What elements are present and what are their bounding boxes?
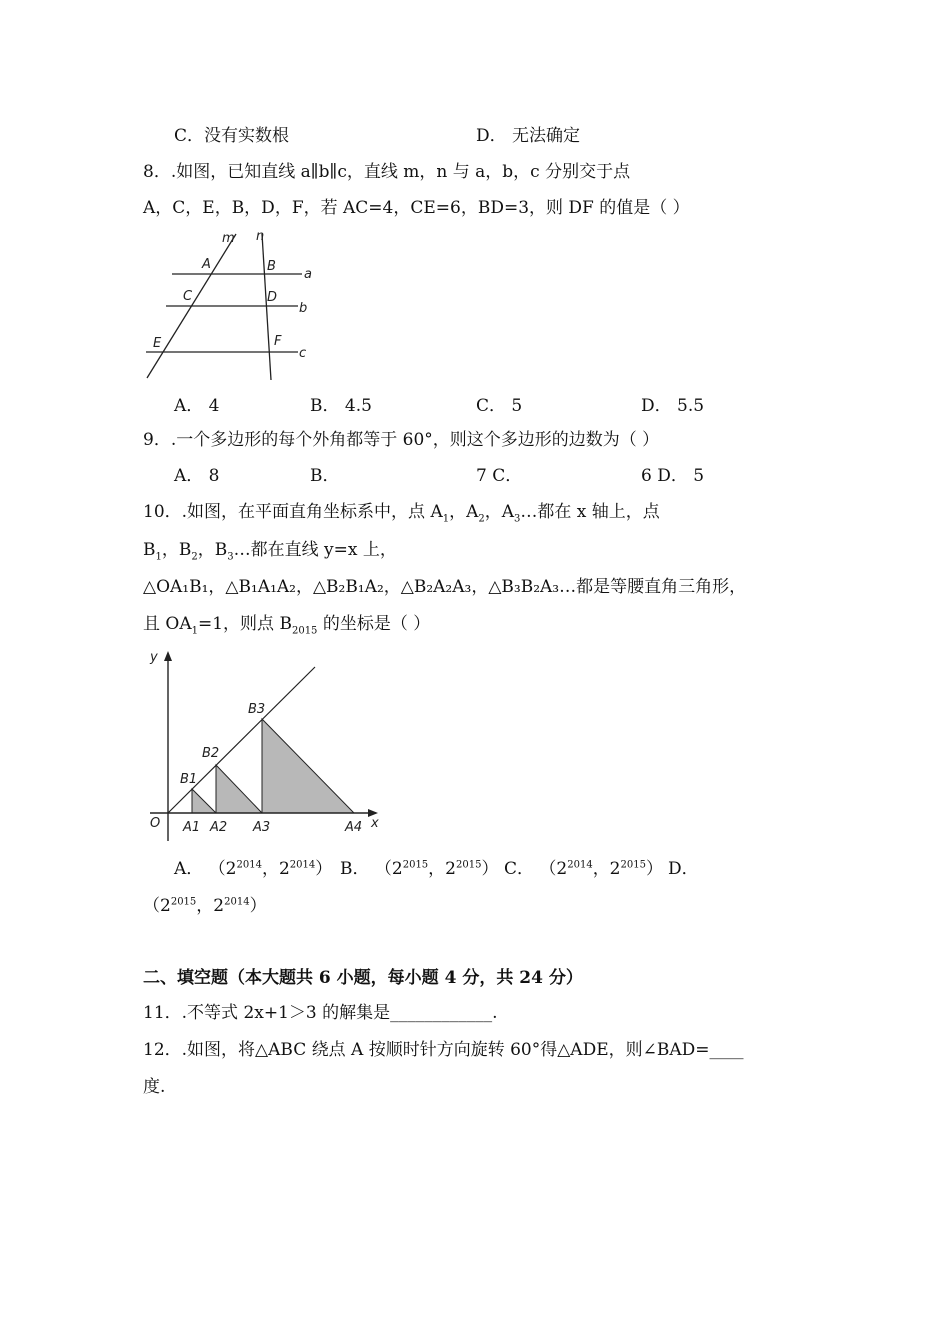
section2-title: 二、填空题（本大题共 6 小题，每小题 4 分，共 24 分）: [143, 968, 583, 988]
q10-option-c: C． （$2^{2014}$，$2^{2015}$）: [504, 859, 663, 879]
q9-option-a: A． 8: [174, 466, 220, 486]
label-A3: A3: [253, 820, 271, 835]
q9-option-c: 7 C．: [476, 466, 523, 486]
y-axis-arrow: [164, 651, 172, 661]
q8-option-c: C． 5: [476, 396, 523, 416]
q9-option-d: 6 D． 5: [641, 466, 705, 486]
q10-option-d-value: （$2^{2015}$，$2^{2014}$）: [143, 896, 267, 916]
q10-stem-line4: 且 $OA_1=1$，则点 $B_{2015}$ 的坐标是（ ）: [143, 614, 431, 637]
label-A: A: [202, 257, 211, 272]
label-F: F: [274, 334, 282, 349]
q8-stem-line2: A，C，E，B，D，F，若 AC=4，CE=6，BD=3，则 DF 的值是（ ）: [143, 198, 690, 218]
label-B1: B1: [180, 772, 198, 787]
label-b: b: [299, 301, 308, 316]
q8-figure: [140, 228, 320, 386]
label-D: D: [267, 290, 278, 305]
label-A4: A4: [345, 820, 363, 835]
triangle-b3a3a4: [262, 719, 354, 813]
q10-option-b: B． （$2^{2015}$，$2^{2015}$）: [340, 859, 499, 879]
q7-option-c: C．没有实数根: [174, 126, 290, 146]
label-E: E: [153, 336, 162, 351]
label-O: O: [150, 816, 161, 831]
label-c: c: [299, 346, 307, 361]
q11-stem: 11．.不等式 2x+1＞3 的解集是____________.: [143, 1003, 498, 1023]
q9-stem: 9．.一个多边形的每个外角都等于 60°，则这个多边形的边数为（ ）: [143, 430, 660, 450]
triangle-b2a2a3: [216, 765, 262, 813]
q10-figure: [140, 645, 390, 845]
q12-stem-line2: 度.: [143, 1077, 166, 1097]
label-B3: B3: [248, 702, 266, 717]
label-n: n: [256, 229, 265, 244]
q10-option-a: A． （$2^{2014}$，$2^{2014}$）: [174, 859, 333, 879]
label-x: x: [371, 816, 379, 831]
triangle-b1a1a2: [192, 789, 216, 813]
q10-option-d: D．: [668, 859, 699, 879]
label-C: C: [183, 289, 193, 304]
q7-option-d: D． 无法确定: [476, 126, 581, 146]
label-y: y: [150, 650, 158, 665]
label-A2: A2: [210, 820, 228, 835]
q8-option-a: A． 4: [174, 396, 220, 416]
q8-stem-line1: 8．.如图，已知直线 a∥b∥c，直线 m，n 与 a，b，c 分别交于点: [143, 162, 631, 182]
label-B2: B2: [202, 746, 220, 761]
label-A1: A1: [183, 820, 201, 835]
q10-stem-line1: 10．.如图，在平面直角坐标系中，点 $A_1$，$A_2$，$A_3\dots$都在 x 轴上，点: [143, 502, 660, 525]
label-B: B: [267, 259, 276, 274]
label-m: m: [222, 231, 235, 246]
q12-stem-line1: 12．.如图，将△ABC 绕点 A 按顺时针方向旋转 60°得△ADE，则∠BAD=____: [143, 1040, 744, 1060]
line-n: [262, 234, 271, 380]
q8-option-d: D． 5.5: [641, 396, 705, 416]
label-a: a: [304, 267, 312, 282]
q10-stem-line2: $B_1$，$B_2$，$B_3\dots$都在直线 y=x 上，: [143, 540, 397, 563]
q8-option-b: B． 4.5: [310, 396, 372, 416]
q9-option-b: B．: [310, 466, 340, 486]
q10-stem-line3: △OA₁B₁，△B₁A₁A₂，△B₂B₁A₂，△B₂A₂A₃，△B₃B₂A₃…都是等腰直角三角形，: [143, 577, 747, 597]
